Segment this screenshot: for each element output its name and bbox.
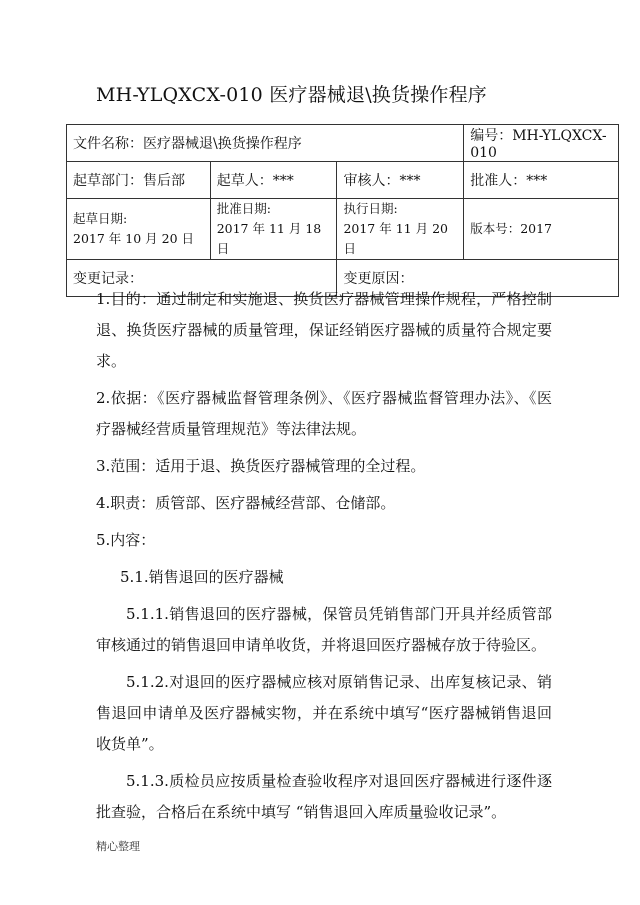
draft-date-label: 起草日期: <box>73 211 128 226</box>
code-cell: 编号：MH-YLQXCX-010 <box>464 125 619 162</box>
section-scope: 3.范围：适用于退、换货医疗器械管理的全过程。 <box>96 457 426 475</box>
header-row-dates <box>67 199 619 260</box>
page-footer: 精心整理 <box>96 840 140 853</box>
document-header-table <box>66 124 619 297</box>
approve-date-value: 2017 年 11 月 18 日 <box>216 221 322 256</box>
change-reason-cell: 变更原因： <box>337 260 619 297</box>
version-cell: 版本号：2017 <box>464 199 619 260</box>
approver-cell: 批准人：*** <box>464 162 619 199</box>
header-row-people <box>67 162 619 199</box>
header-row-file <box>67 125 619 162</box>
section-basis: 2.依据：《医疗器械监督管理条例》、《医疗器械监督管理办法》、《医疗器械经营质量管理规范》等法律法规。 <box>96 389 552 438</box>
exec-date-value: 2017 年 11 月 20 日 <box>343 221 448 256</box>
document-title: MH-YLQXCX-010 医疗器械退\换货操作程序 <box>96 84 487 106</box>
draft-dept-cell: 起草部门：售后部 <box>67 162 211 199</box>
file-name-cell: 文件名称：医疗器械退\换货操作程序 <box>67 125 464 162</box>
draft-date-value: 2017 年 10 月 20 日 <box>73 231 194 246</box>
subsection-5-1: 5.1.销售退回的医疗器械 <box>120 568 284 586</box>
approve-date-label: 批准日期: <box>216 201 271 216</box>
draft-date-cell <box>67 199 211 260</box>
section-content: 5.内容： <box>96 531 156 549</box>
clause-5-1-2: 5.1.2.对退回的医疗器械应核对原销售记录、出库复核记录、销售退回申请单及医疗器械实物，并在系统中填写“医疗器械销售退回收货单”。 <box>96 673 552 753</box>
document-body <box>96 284 552 828</box>
exec-date-cell <box>337 199 464 260</box>
exec-date-label: 执行日期: <box>343 201 398 216</box>
section-duty: 4.职责：质管部、医疗器械经营部、仓储部。 <box>96 494 396 512</box>
drafter-cell: 起草人：*** <box>210 162 337 199</box>
clause-5-1-3: 5.1.3.质检员应按质量检查验收程序对退回医疗器械进行逐件逐批查验，合格后在系统中填写 “销售退回入库质量验收记录”。 <box>96 772 552 821</box>
reviewer-cell: 审核人：*** <box>337 162 464 199</box>
change-record-cell: 变更记录： <box>67 260 337 297</box>
approve-date-cell <box>210 199 337 260</box>
section-purpose: 1.目的：通过制定和实施退、换货医疗器械管理操作规程，严格控制退、换货医疗器械的质量管理，保证经销医疗器械的质量符合规定要求。 <box>96 290 552 370</box>
clause-5-1-1: 5.1.1.销售退回的医疗器械，保管员凭销售部门开具并经质管部审核通过的销售退回申请单收货，并将退回医疗器械存放于待验区。 <box>96 605 552 654</box>
